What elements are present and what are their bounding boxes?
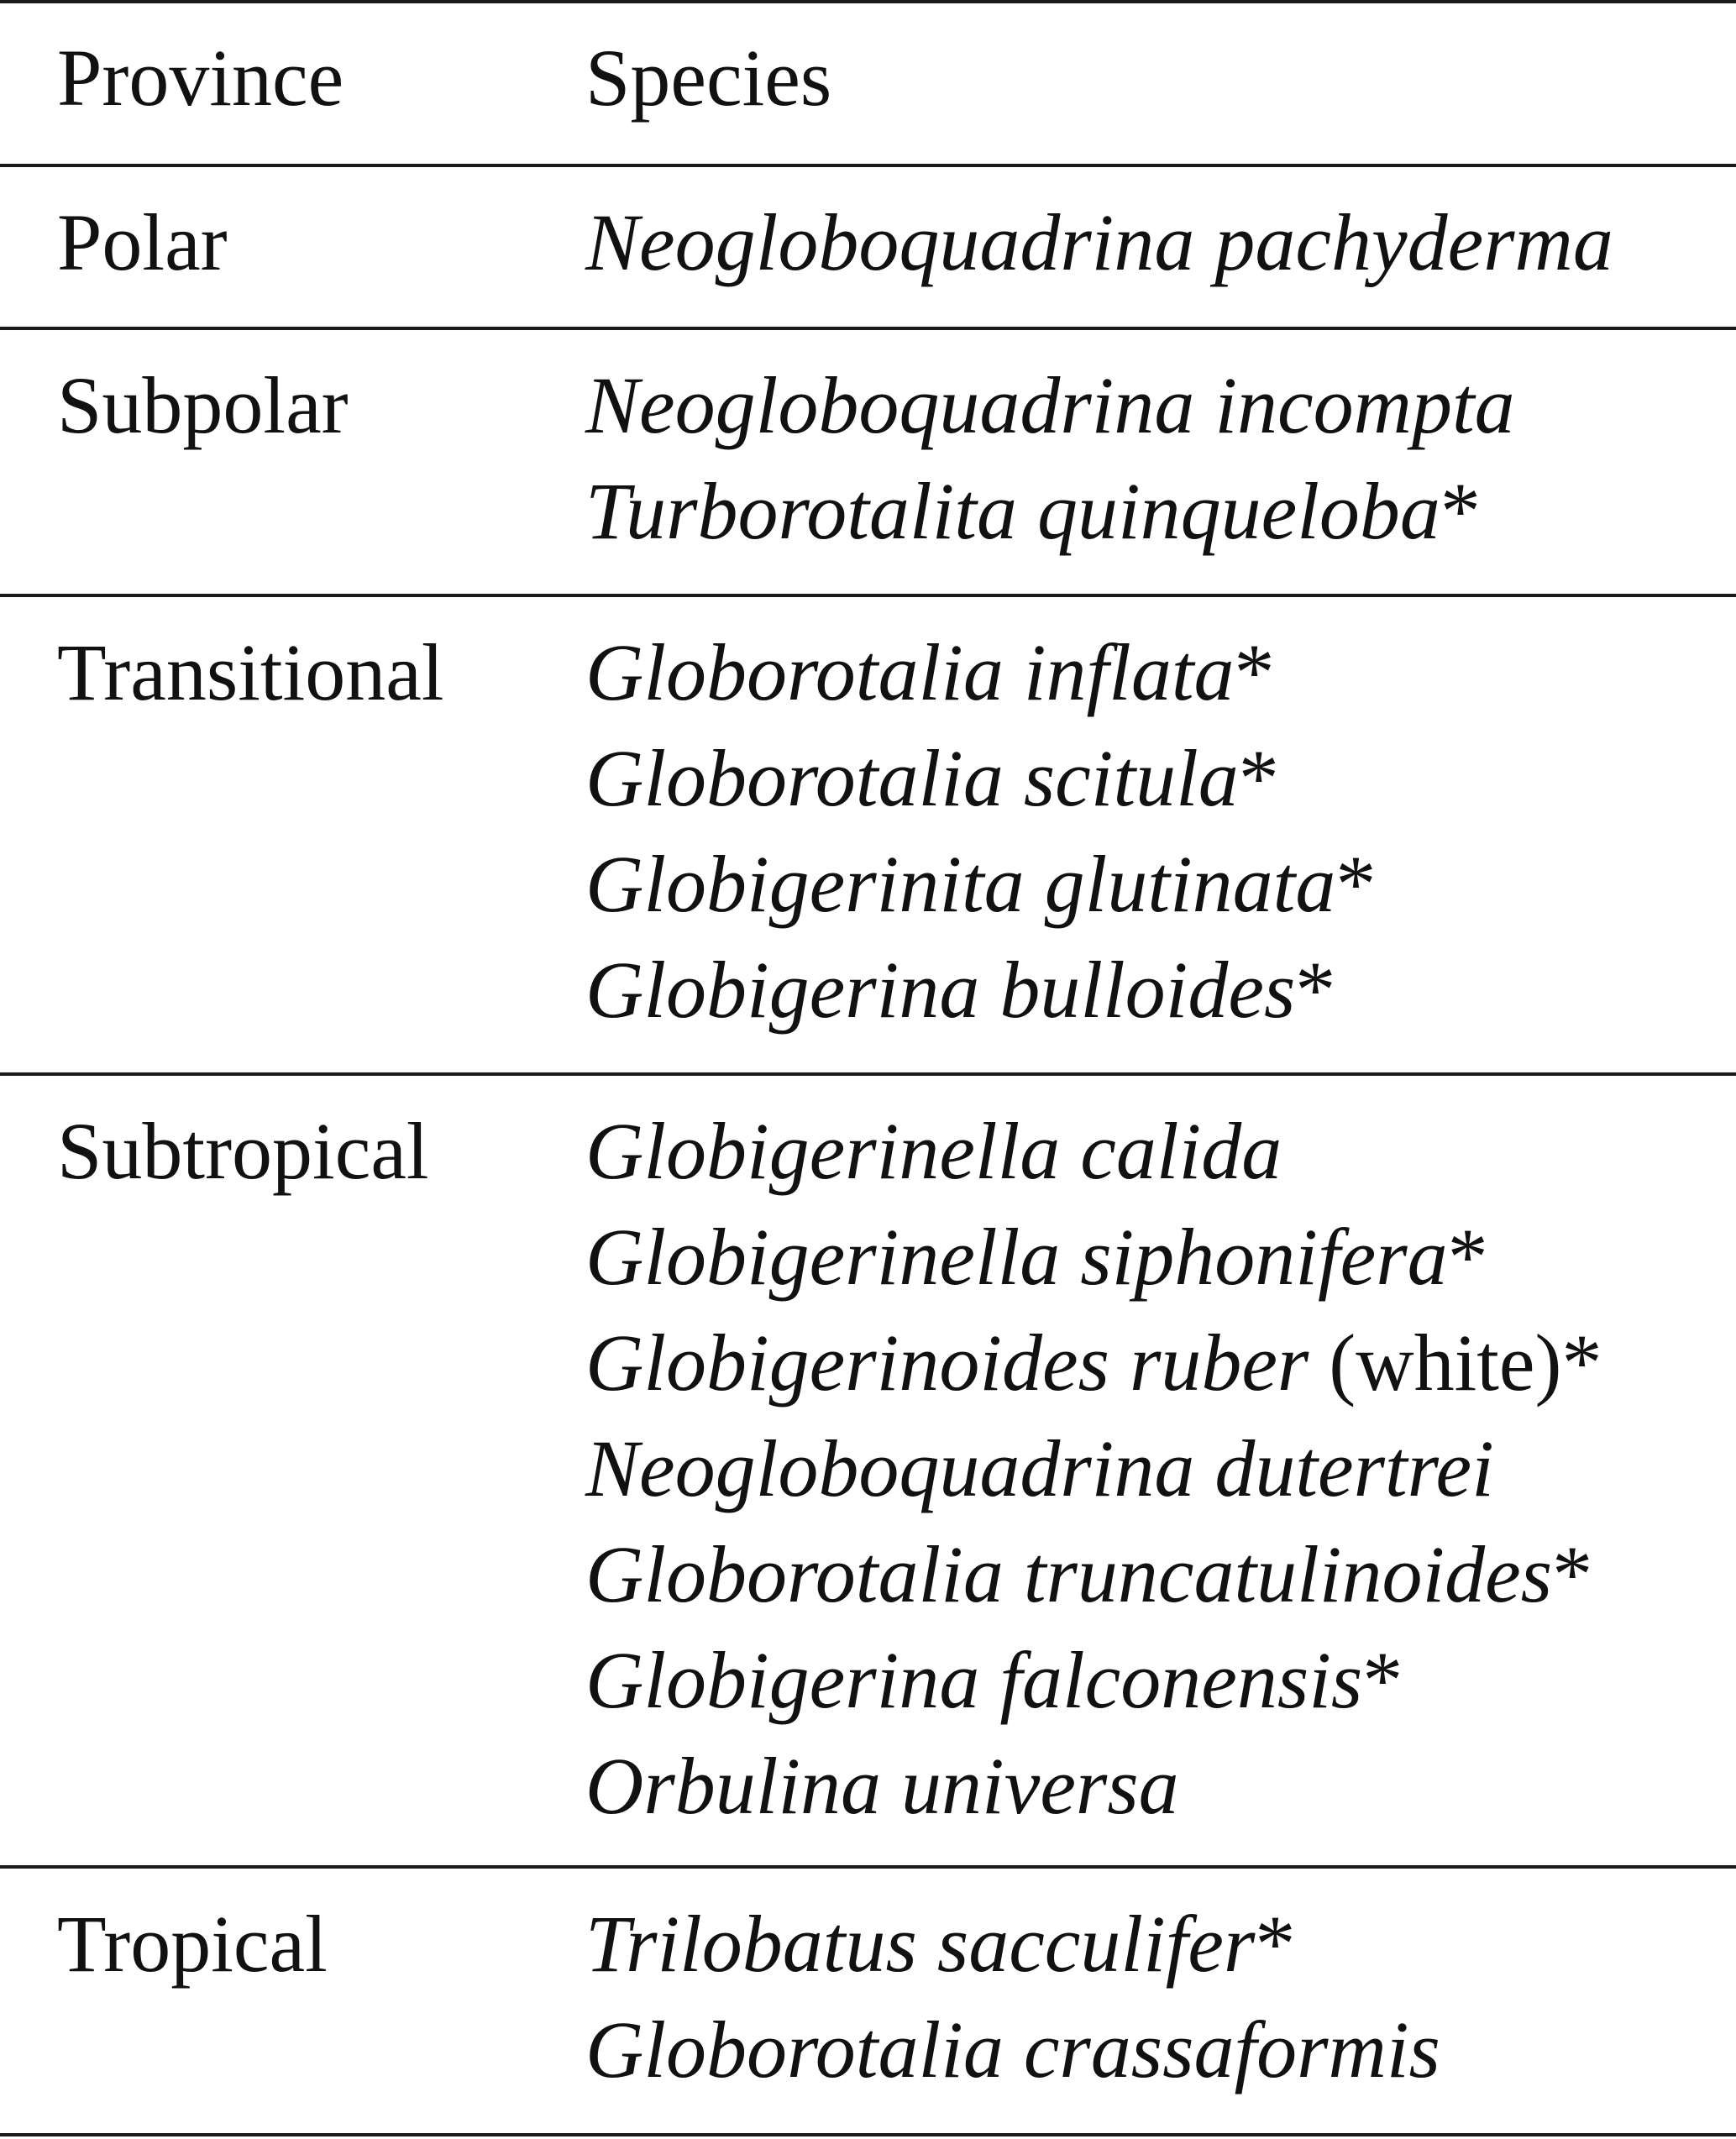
species-item: Globigerina bulloides*	[585, 945, 1336, 1035]
province-subtropical: Subtropical	[57, 1106, 429, 1196]
species-item: Turborotalita quinqueloba*	[585, 466, 1481, 556]
row-rule	[0, 327, 1736, 330]
species-item: Globigerina falconensis*	[585, 1635, 1403, 1725]
province-transitional: Transitional	[57, 627, 444, 717]
province-subpolar: Subpolar	[57, 360, 349, 450]
species-item: Globigerinella calida	[585, 1106, 1282, 1196]
header-province: Province	[57, 33, 344, 123]
province-tropical: Tropical	[57, 1899, 328, 1989]
species-item: Globorotalia scitula*	[585, 733, 1279, 823]
bottom-rule	[0, 2133, 1736, 2136]
top-rule	[0, 0, 1736, 3]
species-item: Orbulina universa	[585, 1741, 1179, 1831]
province-polar: Polar	[57, 197, 228, 287]
species-item: Globorotalia inflata*	[585, 627, 1275, 717]
header-rule	[0, 164, 1736, 167]
species-list-subtropical	[585, 1098, 1602, 1839]
row-rule	[0, 1865, 1736, 1869]
species-item: Globigerinoides ruber (white)*	[585, 1318, 1602, 1408]
species-item: Globorotalia truncatulinoides*	[585, 1529, 1593, 1619]
species-item: Neogloboquadrina incompta	[585, 360, 1515, 450]
species-list-tropical	[585, 1891, 1440, 2103]
row-rule	[0, 594, 1736, 597]
species-item: Globigerinita glutinata*	[585, 839, 1377, 929]
species-list-polar	[585, 190, 1613, 296]
species-item: Globorotalia crassaformis	[585, 2005, 1440, 2094]
species-item: Neogloboquadrina pachyderma	[585, 197, 1613, 287]
species-list-transitional	[585, 620, 1376, 1043]
header-species: Species	[585, 33, 832, 123]
species-item: Neogloboquadrina dutertrei	[585, 1423, 1494, 1513]
species-item: Globigerinella siphonifera*	[585, 1212, 1488, 1302]
species-list-subpolar	[585, 353, 1515, 564]
row-rule	[0, 1072, 1736, 1076]
species-item: Trilobatus sacculifer*	[585, 1899, 1296, 1989]
